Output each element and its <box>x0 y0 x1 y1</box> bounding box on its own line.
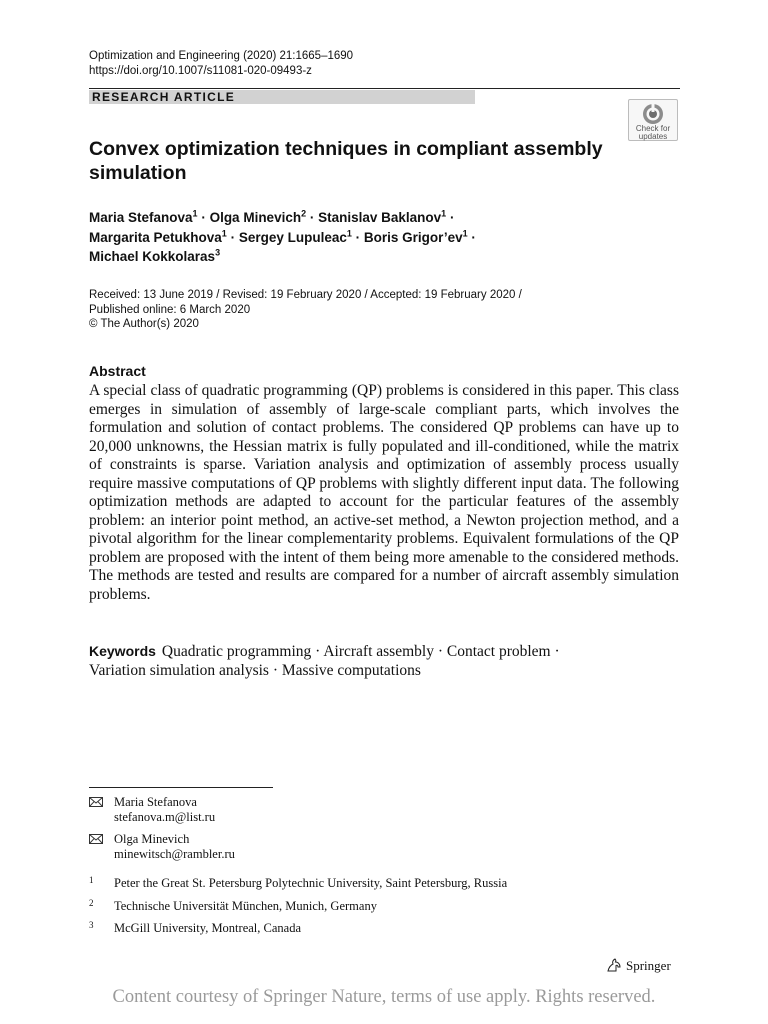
journal-citation: Optimization and Engineering (2020) 21:1665–1690 <box>89 50 354 62</box>
affiliation-text: McGill University, Montreal, Canada <box>114 921 301 935</box>
affiliation-number: 2 <box>89 898 94 908</box>
author-affiliation-mark: 3 <box>215 247 221 258</box>
rights-notice: Content courtesy of Springer Nature, terms of use apply. Rights reserved. <box>112 987 656 1007</box>
article-title: Convex optimization techniques in compliant assembly simulation <box>89 138 603 184</box>
affiliation-number: 3 <box>89 920 94 930</box>
article-type-label: RESEARCH ARTICLE <box>89 90 475 104</box>
affiliation <box>89 899 649 914</box>
author-affiliation-mark: 1 <box>441 208 447 219</box>
author-name: Michael Kokkolaras <box>89 249 216 264</box>
contact-email[interactable]: minewitsch@rambler.ru <box>114 847 235 861</box>
doi-link[interactable]: https://doi.org/10.1007/s11081-020-09493-z <box>89 65 312 77</box>
dates-received-line: Received: 13 June 2019 / Revised: 19 February 2020 / Accepted: 19 February 2020 / <box>89 289 522 301</box>
author-affiliation-mark: 1 <box>346 228 352 238</box>
keywords-block <box>89 642 679 680</box>
springer-horse-icon <box>606 958 622 972</box>
contact-email[interactable]: stefanova.m@list.ru <box>114 810 216 824</box>
author-affiliation-mark: 1 <box>462 228 468 238</box>
author-name: Maria Stefanova <box>89 210 193 225</box>
author-name: Boris Grigor’ev <box>363 229 463 245</box>
author-name: Margarita Petukhova <box>89 229 222 245</box>
affiliation-text: Technische Universität München, Munich, Germany <box>114 899 377 913</box>
affiliation <box>89 921 649 936</box>
author-list: Maria Stefanova$^1$ · Olga Minevich$^2$ · Stanislav Baklanov$^1$ · Margarita Petukhova$^1$ · Sergey Lupuleac$^1$ · Boris $Grigor’ev^1$ · Michael Kokkolaras$^3$ <box>89 208 476 264</box>
affiliation-number: 1 <box>89 875 94 885</box>
check-updates-icon <box>642 103 664 125</box>
header-rule <box>89 88 680 89</box>
keywords-line-2: Variation simulation analysis · Massive computations <box>89 661 421 679</box>
contact-name: Olga Minevich <box>114 832 190 846</box>
publisher-name: Springer <box>626 958 671 973</box>
check-for-updates-badge[interactable] <box>628 99 678 141</box>
abstract-body: A special class of quadratic programming (QP) problems is considered in this paper. This class emerges in simulation of assembly of large-scale compliant parts, which involves the formulation and solution of contact problems. The considered QP problems can have up to 20,000 unknowns, the Hessian matrix is fully populated and ill-conditioned, while the matrix of constraints is sparse. Variation analysis and optimization of assembly process usually require massive computations of QP problems with slightly different input data. The following optimization methods are adapted to account for the particular features of the assembly problem: an interior point method, an active-set method, a Newton projection method, and a pivotal algorithm for the linear complementarity problems. Equivalent formulations of the QP problem are proposed with the intent of them being more amenable to the considered methods. The methods are tested and results are compared for a number of aircraft assembly simulation problems. <box>89 382 679 603</box>
author-name: Olga Minevich <box>209 210 302 225</box>
dates-published-line: Published online: 6 March 2020 <box>89 303 251 316</box>
affiliation-text: Peter the Great St. Petersburg Polytechnic University, Saint Petersburg, Russia <box>114 876 508 890</box>
author-name: Stanislav Baklanov <box>318 210 442 225</box>
publication-dates <box>89 288 609 332</box>
copyright-line: © The Author(s) 2020 <box>89 318 199 330</box>
contact-name: Maria Stefanova <box>114 795 197 809</box>
author-name: Sergey Lupuleac <box>238 229 347 245</box>
corresponding-author <box>89 832 489 862</box>
footnote-rule <box>89 787 273 788</box>
corresponding-author <box>89 795 489 825</box>
keywords-label: Keywords <box>89 643 156 659</box>
author-affiliation-mark: 1 <box>221 228 227 238</box>
envelope-icon <box>89 797 103 807</box>
affiliation <box>89 876 649 891</box>
author-affiliation-mark: 1 <box>192 208 198 219</box>
author-affiliation-mark: 2 <box>301 208 307 219</box>
abstract-heading: Abstract <box>89 363 146 379</box>
keywords-line-1: Quadratic programming · Aircraft assembly · Contact problem · <box>161 643 560 660</box>
check-updates-text: Check for updates <box>635 124 671 141</box>
publisher-logo <box>606 958 671 974</box>
envelope-icon <box>89 834 103 844</box>
